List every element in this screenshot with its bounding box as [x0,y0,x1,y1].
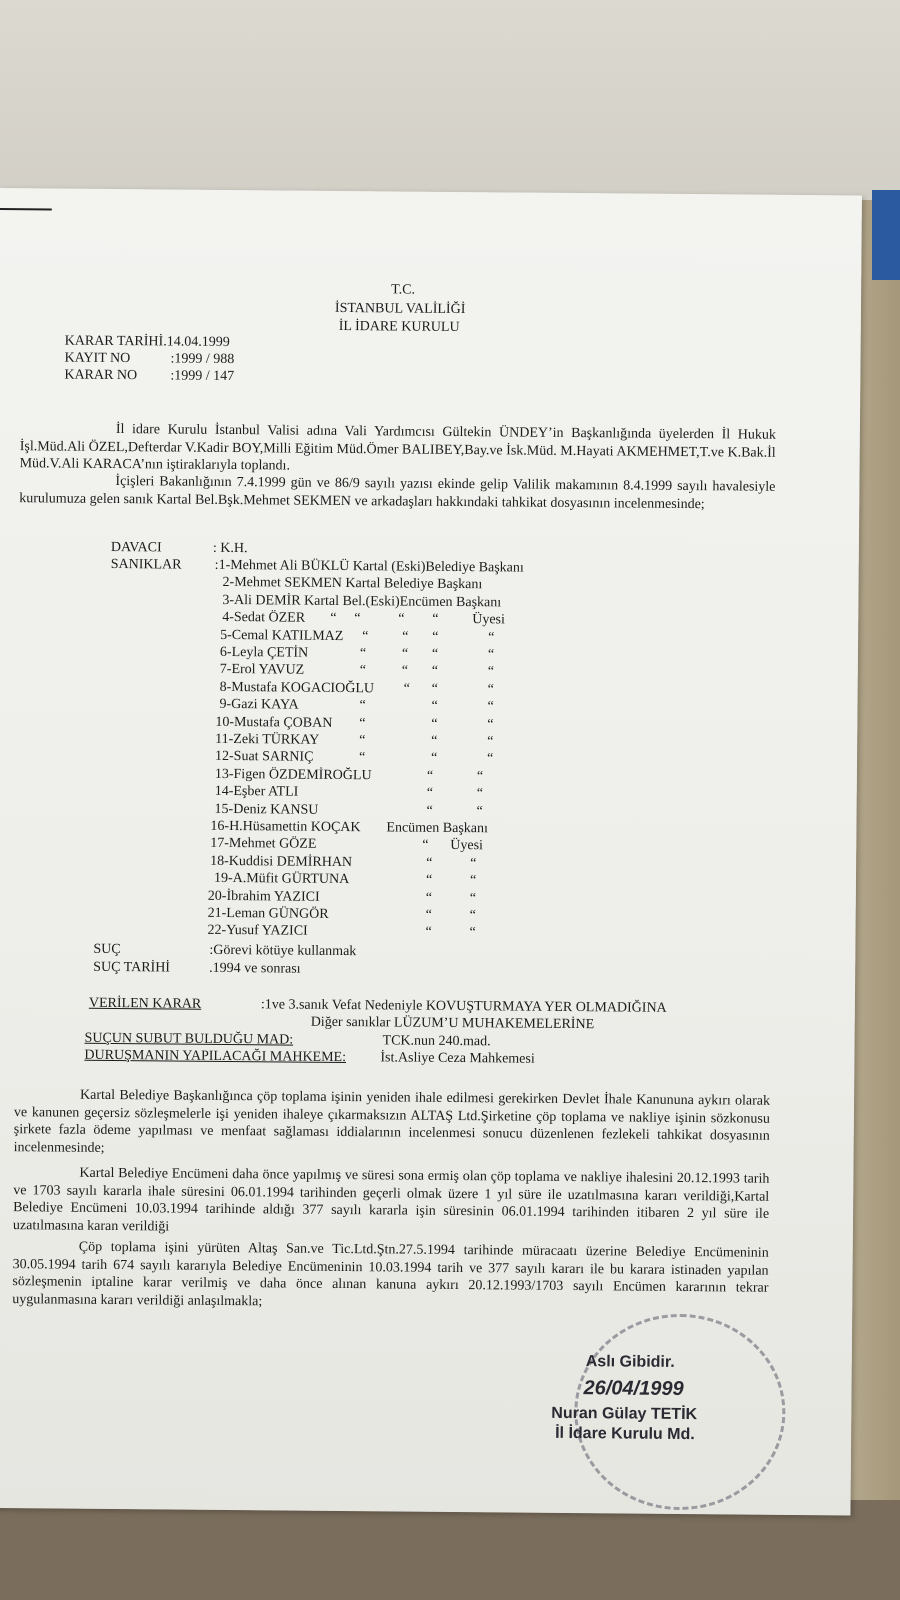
ditto-mark: “ [487,734,494,750]
durusma-value: İst.Asliye Ceza Mahkemesi [380,1050,535,1067]
karar-no-value: :1999 / 147 [170,368,235,385]
ditto-mark: “ [469,925,476,941]
defendant-item: 3-Ali DEMİR Kartal Bel.(Eski)Encümen Başkanı [222,592,502,611]
sucun-subut-value: TCK.nun 240.mad. [382,1033,491,1050]
ditto-mark: “ [487,716,494,732]
defendant-item: 18-Kuddisi DEMİRHAN [210,853,353,870]
verilen-karar-line1: :1ve 3.sanık Vefat Nedeniyle KOVUŞTURMAYA YER OLMADIĞINA [260,997,667,1016]
ditto-mark: “ [431,664,439,680]
defendant-item: 14-Eşber ATLI [214,784,299,800]
ditto-mark: “ [432,629,439,645]
ditto-mark: “ [487,682,494,698]
saniklar-label: SANIKLAR [110,556,182,573]
defendant-item: 11-Zeki TÜRKAY [215,731,320,748]
ditto-mark: “ [359,646,367,662]
ditto-mark: “ [401,663,409,679]
ditto-mark: “ [354,611,361,627]
ditto-mark: “ [426,855,433,871]
ditto-mark: “ [426,785,434,801]
floor [0,1500,900,1600]
ditto-mark: “ [359,663,367,679]
ditto-mark: “ [487,699,494,715]
verilen-karar-line2: Diğer sanıklar LÜZUM’U MUHAKEMELERİNE [310,1014,595,1033]
ditto-mark: “ [470,855,477,871]
encumen-baskani-label: Encümen Başkanı [386,820,488,837]
uyesi-label: Üyesi [450,838,484,854]
durusma-label: DURUŞMANIN YAPILACAĞI MAHKEME: [84,1047,347,1066]
karar-no-label: KARAR NO [64,367,138,384]
ditto-mark: “ [330,611,337,627]
ditto-mark: “ [469,873,477,889]
ditto-mark: “ [425,890,433,906]
ditto-mark: “ [425,872,433,888]
body-paragraph-2: Kartal Belediye Encümeni daha önce yapılmış ve süresi sona ermiş olan çöp toplama ve nakliye ihalesini 20.12.1993 tarih ve 1703 sayılı kararla ihale süresini 06.01.1994 tarihinden geçerli olmak üzere 1 yıl süre ile uzatılmasına kararı verildiği,Kartal Belediye Encümeni 10.03.1994 tarihinde aldığı 377 sayılı kararla işin süresinin 06.01.1994 tarihinden itibaren 2 yıl süre ile uzatılmasına karan verildiği [12,1165,770,1235]
ditto-mark: “ [476,768,484,785]
defendant-item: 2-Mehmet SEKMEN Kartal Belediye Başkanı [222,575,483,593]
ditto-mark: “ [426,803,433,819]
ditto-mark: “ [486,751,494,767]
stamp-title: İl İdare Kurulu Md. [555,1424,695,1444]
defendant-item: 22-Yusuf YAZICI [207,923,308,940]
ditto-mark: “ [431,733,438,749]
ditto-mark: “ [476,803,483,819]
defendant-item: 19-A.Müfit GÜRTUNA [213,871,350,888]
ditto-mark: “ [488,629,495,645]
defendant-item: 21-Leman GÜNGÖR [207,905,329,922]
ditto-mark: “ [469,890,477,906]
intro-paragraph-1: İl idare Kurulu İstanbul Valisi adına Vali Yardımcısı Gültekin ÜNDEY’in Başkanlığında üyelerden İl Hukuk İşl.Müd.Ali ÖZEL,Defterdar V.Kadir BOY,Milli Eğitim Müd.Ömer BALIBEY,Bay.ve İsk.Müd. M.Hayati AKMEHMET,T.ve K.Bak.İl Müd.V.Ali KARACA’nın iştiraklarıyla toplandı. [19,422,776,474]
intro-paragraph-2: İçişleri Bakanlığının 7.4.1999 gün ve 86/9 sayılı yazısı ekinde gelip Valilik makamının 8.4.1999 sayılı havalesiyle kurulumuza gelen sanık Kartal Bel.Bşk.Mehmet SEKMEN ve arkadaşları hakkındaki tahkikat dosyasının incelenmesinde; [19,474,776,512]
defendant-item: 9-Gazi KAYA [219,697,299,713]
suc-value: :Görevi kötüye kullanmak [209,942,357,960]
defendant-item: 8-Mustafa KOGACIOĞLU [219,679,375,697]
verilen-karar-label: VERİLEN KARAR [88,995,202,1012]
ditto-mark: “ [425,907,432,923]
ditto-mark: “ [431,681,438,697]
document-page [0,188,862,1515]
ditto-mark: “ [403,681,410,697]
karar-tarihi: KARAR TARİHİ.14.04.1999 [64,333,230,351]
header-valilik: İSTANBUL VALİLİĞİ [334,300,466,318]
defendant-item: 4-Sedat ÖZER [222,610,306,626]
defendant-item: 6-Leyla ÇETİN [219,644,309,661]
pen-mark [0,208,52,210]
ditto-mark: “ [402,629,409,645]
header-kurul: İL İDARE KURULU [338,318,460,336]
ditto-mark: “ [422,838,429,854]
defendant-item: 13-Figen ÖZDEMİROĞLU [214,766,372,784]
ditto-mark: “ [359,698,366,714]
kayit-no-label: KAYIT NO [64,350,131,367]
ditto-mark: “ [362,628,369,644]
ditto-mark: “ [431,716,438,732]
kayit-no-value: :1999 / 988 [170,351,235,368]
ditto-mark: “ [401,646,409,662]
davaci-label: DAVACI [110,539,162,556]
ditto-mark: “ [426,768,434,784]
stamp-date: 26/04/1999 [583,1377,684,1401]
ditto-mark: “ [398,611,405,627]
ditto-mark: “ [476,786,484,802]
defendant-item: 17-Mehmet GÖZE [210,836,317,853]
ditto-mark: “ [425,925,432,941]
suc-label: SUÇ [93,941,121,958]
ditto-mark: “ [487,647,495,663]
stamp-asli-gibidir: Aslı Gibidir. [585,1353,675,1371]
suc-tarihi-label: SUÇ TARİHİ [93,959,171,976]
ditto-mark: “ [359,733,366,749]
ditto-mark: “ [431,698,438,715]
ditto-mark: “ [358,750,366,766]
defendant-item: :1-Mehmet Ali BÜKLÜ Kartal (Eski)Belediye Başkanı [214,557,524,576]
body-paragraph-3: Çöp toplama işini yürüten Altaş San.ve Tic.Ltd.Ştn.27.5.1994 tarihinde müracaatı üzerine Belediye Encümeninin 30.05.1994 tarih 674 sayılı kararıyla Belediye Encümeninin 10.03.1994 tarih ve 377 sayılı kararı ile bu karara istinaden yapılan sözleşmenin iptaline karar verilmiş ve daha önce alınan kanuna aykırı 20.12.1993/1703 sayılı Encümen kararının tekrar uygulanmasına kararı verildiği anlaşılmakla; [12,1239,769,1309]
body-paragraph-1: Kartal Belediye Başkanlığınca çöp toplama işinin yeniden ihale edilmesi gerekirken Devlet İhale Kanununa aykırı olarak ve kanunen geçersiz sözleşmelerle işi yeniden ihaleye çıkarmaksızın ALTAŞ Ltd.Şirketine çöp toplama ve nakliye işinin sözkonusu şirkete fazla ödeme yapılması ve menfaat sağlaması iddialarının incelenmesi sonucu düzenlenen fezlekeli tahkikat dosyasının incelenmesinde; [13,1087,771,1156]
defendant-item: 12-Suat SARNIÇ [214,749,314,766]
ditto-mark: “ [359,715,366,731]
ditto-mark: “ [469,908,476,924]
defendant-item: 10-Mustafa ÇOBAN [215,714,333,731]
defendant-item: 5-Cemal KATILMAZ [220,627,344,644]
header-tc: T.C. [391,282,416,298]
defendant-item: 20-İbrahim YAZICI [207,888,320,905]
ditto-mark: “ [431,646,439,662]
ditto-mark: “ [487,664,495,680]
ditto-mark: “ [430,751,438,767]
defendant-item: 15-Deniz KANSU [214,801,319,818]
sucun-subut-label: SUÇUN SUBUT BULDUĞU MAD: [84,1030,294,1048]
uyesi-label: Üyesi [472,612,505,628]
folder-blue-tab [872,190,900,280]
defendant-item: 7-Erol YAVUZ [219,662,305,679]
defendant-item: 16-H.Hüsamettin KOÇAK [210,818,361,836]
background-wall [0,0,900,200]
suc-tarihi-value: .1994 ve sonrası [209,960,301,977]
ditto-mark: “ [432,611,439,628]
stamp-name: Nuran Gülay TETİK [551,1404,698,1424]
davaci-value: : K.H. [212,540,248,557]
